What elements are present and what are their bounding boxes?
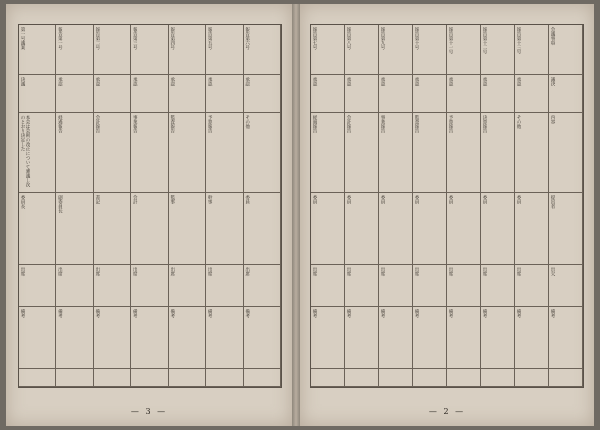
table-cell <box>515 193 549 265</box>
table-cell <box>206 307 243 369</box>
cell-text: 出席 <box>57 267 63 276</box>
table-cell <box>56 113 93 193</box>
table-cell <box>131 193 168 265</box>
table-cell <box>94 307 131 369</box>
table-cell <box>447 265 481 307</box>
cell-text: 承認 <box>94 77 100 86</box>
table-cell <box>311 265 345 307</box>
table-cell <box>94 75 131 113</box>
cell-text: 報告第六号 <box>244 27 250 50</box>
cell-text: 報告第八号 <box>346 27 351 50</box>
cell-text: 委員 <box>482 195 487 204</box>
cell-text: 備考 <box>207 309 213 318</box>
table-cell <box>169 113 206 193</box>
cell-text: 報告第五号 <box>207 27 213 50</box>
cell-text: 委員 <box>448 195 453 204</box>
left-page <box>6 4 292 426</box>
table-cell <box>311 113 345 193</box>
table-cell <box>94 193 131 265</box>
table-cell <box>131 369 168 387</box>
table-cell <box>413 113 447 193</box>
table-cell <box>94 369 131 387</box>
cell-text: 出席 <box>132 267 138 276</box>
cell-text: 報告第十二号 <box>482 27 487 54</box>
table-cell <box>19 369 56 387</box>
table-cell <box>311 75 345 113</box>
table-cell <box>413 25 447 75</box>
cell-text: 承認 <box>207 77 213 86</box>
cell-text: 出席 <box>207 267 213 276</box>
table-cell <box>379 193 413 265</box>
table-cell <box>206 75 243 113</box>
cell-text: その他 <box>244 115 250 129</box>
cell-text: 承認 <box>448 77 453 86</box>
table-cell <box>345 265 379 307</box>
cell-text: 備考 <box>482 309 487 318</box>
cell-text: 出席 <box>169 267 175 276</box>
table-cell <box>244 265 281 307</box>
cell-text: 書記 <box>94 195 100 204</box>
cell-text: 出席 <box>380 267 385 276</box>
cell-text: 報告第二号 <box>94 27 100 50</box>
cell-text: 備考 <box>244 309 250 318</box>
cell-text: 決議 <box>20 77 25 86</box>
table-cell <box>549 193 583 265</box>
cell-text: 報告第十三号 <box>516 27 521 54</box>
cell-text: 備考 <box>57 309 63 318</box>
cell-text: 備考 <box>346 309 351 318</box>
cell-text: 承認 <box>516 77 521 86</box>
table-cell <box>515 265 549 307</box>
cell-text: 会議事項 <box>550 27 555 45</box>
book-gutter <box>292 4 300 426</box>
table-cell <box>447 193 481 265</box>
table-cell <box>56 369 93 387</box>
cell-text: 出欠 <box>550 267 555 276</box>
cell-text: 委員 <box>346 195 351 204</box>
table-cell <box>169 25 206 75</box>
cell-text: 承認 <box>57 77 63 86</box>
cell-text: 出席 <box>244 267 250 276</box>
table-cell <box>19 113 56 193</box>
table-cell <box>379 113 413 193</box>
table-cell <box>131 25 168 75</box>
table-cell <box>379 25 413 75</box>
table-cell <box>19 75 56 113</box>
table-cell <box>481 369 515 387</box>
table-cell <box>413 265 447 307</box>
cell-text: 事業報告 <box>380 115 385 133</box>
table-cell <box>345 25 379 75</box>
cell-text: 監事 <box>169 195 175 204</box>
table-cell <box>206 265 243 307</box>
table-cell <box>244 369 281 387</box>
table-cell <box>311 193 345 265</box>
cell-text: 監査報告 <box>169 115 175 133</box>
cell-text: 報告第九号 <box>380 27 385 50</box>
cell-text: 会計報告 <box>346 115 351 133</box>
table-cell <box>515 369 549 387</box>
table-cell <box>379 369 413 387</box>
table-cell <box>549 25 583 75</box>
page-number-right: — 2 — <box>428 407 466 416</box>
table-cell <box>206 369 243 387</box>
table-cell <box>413 193 447 265</box>
cell-text: 備考 <box>94 309 100 318</box>
cell-text: 報告第三号 <box>132 27 138 50</box>
table-cell <box>131 307 168 369</box>
cell-text: 出席 <box>94 267 100 276</box>
table-cell <box>206 25 243 75</box>
table-cell <box>481 307 515 369</box>
table-cell <box>345 113 379 193</box>
cell-text: 承認 <box>169 77 175 86</box>
table-cell <box>515 307 549 369</box>
cell-text: 監査報告 <box>414 115 419 133</box>
cell-text: 備考 <box>132 309 138 318</box>
right-table <box>310 24 584 388</box>
cell-text: 経過報告 <box>312 115 317 133</box>
cell-text: 備考 <box>448 309 453 318</box>
table-cell <box>345 307 379 369</box>
right-page <box>300 4 594 426</box>
cell-text: 事業報告 <box>132 115 138 133</box>
cell-text: 出席 <box>20 267 25 276</box>
table-cell <box>244 75 281 113</box>
table-cell <box>481 265 515 307</box>
table-cell <box>549 265 583 307</box>
table-cell <box>549 369 583 387</box>
cell-text: 出席 <box>482 267 487 276</box>
table-cell <box>169 265 206 307</box>
table-cell <box>311 307 345 369</box>
cell-text: 備考 <box>312 309 317 318</box>
table-cell <box>56 25 93 75</box>
table-cell <box>549 113 583 193</box>
table-cell <box>244 193 281 265</box>
table-cell <box>413 307 447 369</box>
table-cell <box>379 307 413 369</box>
table-cell <box>56 265 93 307</box>
cell-text: 報告第七号 <box>312 27 317 50</box>
cell-text: 報告第一号 <box>57 27 63 50</box>
table-cell <box>131 265 168 307</box>
cell-text: 承認 <box>380 77 385 86</box>
cell-text: 第一号議案 <box>20 27 25 50</box>
cell-text: 副委員長 <box>57 195 63 213</box>
left-table <box>18 24 282 388</box>
table-cell <box>244 113 281 193</box>
cell-text: 報告第十号 <box>414 27 419 50</box>
table-cell <box>206 193 243 265</box>
table-cell <box>244 25 281 75</box>
cell-text: 報告第十一号 <box>448 27 453 54</box>
table-cell <box>311 369 345 387</box>
table-cell <box>549 307 583 369</box>
cell-text: 委員長 <box>20 195 25 209</box>
table-cell <box>169 307 206 369</box>
table-cell <box>345 193 379 265</box>
page-number-left: — 3 — <box>130 407 168 416</box>
table-cell <box>56 75 93 113</box>
cell-text: 承認 <box>244 77 250 86</box>
table-cell <box>56 307 93 369</box>
table-cell <box>447 369 481 387</box>
table-cell <box>447 25 481 75</box>
cell-text: 出席 <box>346 267 351 276</box>
cell-text: 提出者 <box>550 195 555 209</box>
cell-text: 承認 <box>346 77 351 86</box>
cell-text: 承認 <box>312 77 317 86</box>
cell-text: 備考 <box>380 309 385 318</box>
table-cell <box>345 75 379 113</box>
table-cell <box>345 369 379 387</box>
cell-text: 決算報告 <box>482 115 487 133</box>
table-cell <box>413 75 447 113</box>
table-cell <box>169 75 206 113</box>
table-cell <box>94 265 131 307</box>
table-cell <box>413 369 447 387</box>
cell-text: 委員 <box>244 195 250 204</box>
cell-text: 出席 <box>516 267 521 276</box>
table-cell <box>169 193 206 265</box>
cell-text: 予算報告 <box>448 115 453 133</box>
table-cell <box>481 75 515 113</box>
cell-text: 出席 <box>312 267 317 276</box>
cell-text: 承認 <box>132 77 138 86</box>
table-cell <box>481 193 515 265</box>
table-cell <box>379 265 413 307</box>
cell-text: 委員 <box>312 195 317 204</box>
cell-text: 承認 <box>482 77 487 86</box>
table-cell <box>131 113 168 193</box>
table-cell <box>56 193 93 265</box>
cell-text: 承認 <box>414 77 419 86</box>
table-cell <box>244 307 281 369</box>
table-cell <box>447 75 481 113</box>
cell-text: 備考 <box>516 309 521 318</box>
cell-text: 経過報告 <box>57 115 63 133</box>
table-cell <box>311 25 345 75</box>
table-cell <box>515 25 549 75</box>
cell-text: その他 <box>516 115 521 129</box>
table-cell <box>549 75 583 113</box>
cell-text: 会計 <box>132 195 138 204</box>
cell-text: 予算報告 <box>207 115 213 133</box>
table-cell <box>515 75 549 113</box>
cell-text: 備考 <box>169 309 175 318</box>
cell-text: 会計報告 <box>94 115 100 133</box>
cell-text: 出席 <box>448 267 453 276</box>
table-cell <box>19 25 56 75</box>
cell-text: 出席 <box>414 267 419 276</box>
table-cell <box>131 75 168 113</box>
table-cell <box>515 113 549 193</box>
cell-text: 本会は会則の改正について審議し次のとおり決定した <box>20 115 30 187</box>
cell-text: 備考 <box>414 309 419 318</box>
cell-text: 幹事 <box>207 195 213 204</box>
table-cell <box>19 307 56 369</box>
cell-text: 報告第四号 <box>169 27 175 50</box>
table-cell <box>94 25 131 75</box>
table-cell <box>19 265 56 307</box>
cell-text: 委員 <box>516 195 521 204</box>
table-cell <box>447 113 481 193</box>
cell-text: 議決 <box>550 77 555 86</box>
table-cell <box>379 75 413 113</box>
cell-text: 委員 <box>414 195 419 204</box>
cell-text: 委員 <box>380 195 385 204</box>
table-cell <box>169 369 206 387</box>
table-cell <box>206 113 243 193</box>
table-cell <box>447 307 481 369</box>
table-cell <box>19 193 56 265</box>
cell-text: 備考 <box>550 309 555 318</box>
table-cell <box>481 25 515 75</box>
cell-text: 内容 <box>550 115 555 124</box>
table-cell <box>94 113 131 193</box>
table-cell <box>481 113 515 193</box>
cell-text: 備考 <box>20 309 25 318</box>
